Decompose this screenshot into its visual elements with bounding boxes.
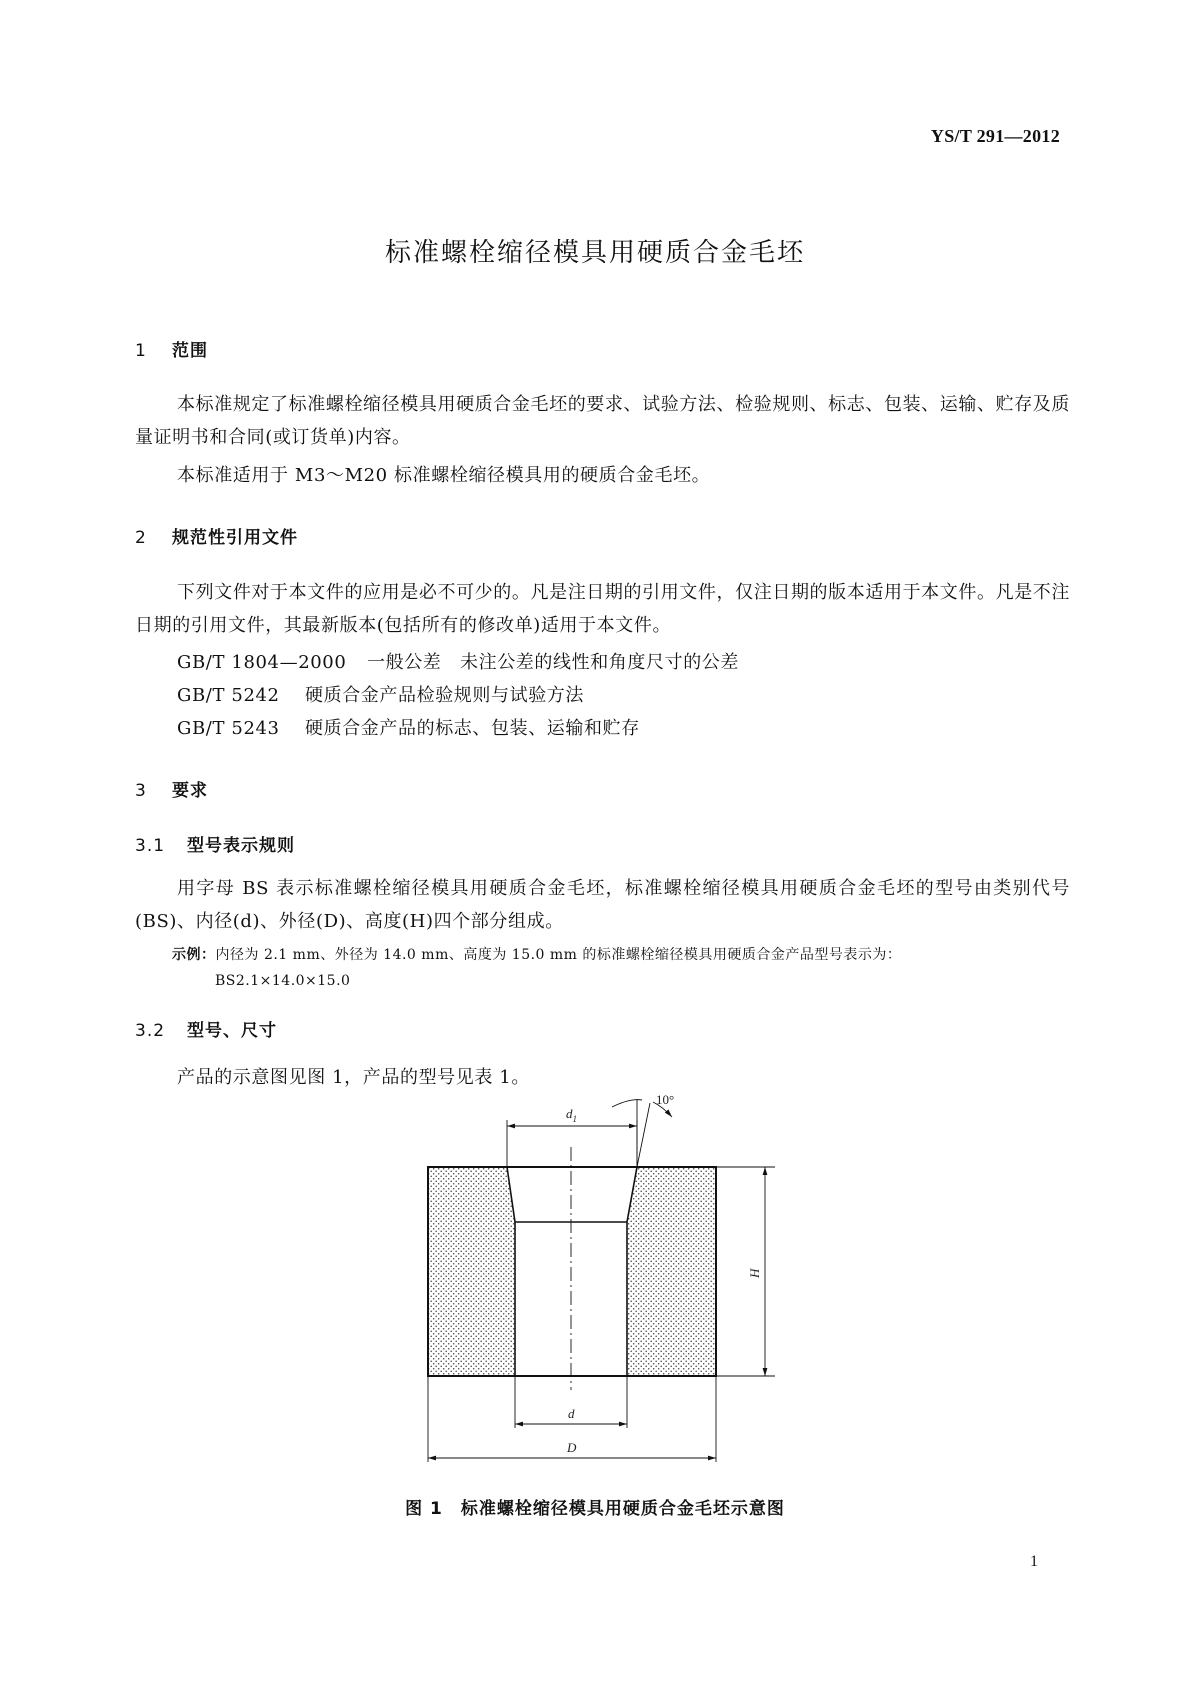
H-dimension-label: H <box>747 1268 762 1278</box>
section-3-title: 要求 <box>172 781 208 801</box>
D-dimension-label: D <box>567 1440 577 1455</box>
section-3-1-paragraph-1: 用字母 BS 表示标准螺栓缩径模具用硬质合金毛坯，标准螺栓缩径模具用硬质合金毛坯的型号由类别代号(BS)、内径(d)、外径(D)、高度(H)四个部分组成。 <box>135 878 1070 932</box>
standard-number: YS/T 291—2012 <box>930 126 1060 146</box>
section-2-title: 规范性引用文件 <box>172 528 298 548</box>
section-1-paragraph-2: 本标准适用于 M3～M20 标准螺栓缩径模具用的硬质合金毛坯。 <box>177 465 711 486</box>
section-3-1-title: 型号表示规则 <box>187 836 295 856</box>
carbide-body-right-section <box>627 1167 716 1376</box>
section-3-2-number: 3.2 <box>135 1021 166 1041</box>
reference-title: 硬质合金产品检验规则与试验方法 <box>305 685 584 706</box>
example-label: 示例： <box>172 947 216 963</box>
reference-title: 一般公差 未注公差的线性和角度尺寸的公差 <box>367 652 739 673</box>
reference-title: 硬质合金产品的标志、包装、运输和贮存 <box>305 718 640 739</box>
section-3-2-paragraph-1: 产品的示意图见图 1，产品的型号见表 1。 <box>177 1067 530 1088</box>
section-1-number: 1 <box>135 341 147 361</box>
section-2-paragraph-1: 下列文件对于本文件的应用是必不可少的。凡是注日期的引用文件，仅注日期的版本适用于本文件。凡是不注日期的引用文件，其最新版本(包括所有的修改单)适用于本文件。 <box>135 582 1070 636</box>
section-3-number: 3 <box>135 781 147 801</box>
bore-outline <box>507 1167 637 1376</box>
reference-code: GB/T 5242 <box>177 685 280 706</box>
section-1-paragraph-1: 本标准规定了标准螺栓缩径模具用硬质合金毛坯的要求、试验方法、检验规则、标志、包装、运输、贮存及质量证明书和合同(或订货单)内容。 <box>135 394 1070 448</box>
d1-dimension-label: $d_1$ <box>566 1106 577 1124</box>
document-title: 标准螺栓缩径模具用硬质合金毛坯 <box>384 238 805 268</box>
figure-caption: 图 1 标准螺栓缩径模具用硬质合金毛坯示意图 <box>405 1499 785 1519</box>
reference-code: GB/T 1804—2000 <box>177 652 347 673</box>
carbide-body-left-section <box>428 1167 515 1376</box>
section-1-title: 范围 <box>172 341 208 361</box>
section-2-number: 2 <box>135 528 147 548</box>
example-text: 内径为 2.1 mm、外径为 14.0 mm、高度为 15.0 mm 的标准螺栓缩径模具用硬质合金产品型号表示为： <box>215 947 902 963</box>
d-dimension-label: d <box>568 1406 575 1421</box>
example-code: BS2.1×14.0×15.0 <box>215 973 351 989</box>
section-3-1-number: 3.1 <box>135 836 166 856</box>
page-number: 1 <box>1030 1553 1038 1570</box>
section-3-2-title: 型号、尺寸 <box>187 1021 277 1041</box>
reference-code: GB/T 5243 <box>177 718 280 739</box>
angle-label: 10° <box>656 1092 675 1107</box>
